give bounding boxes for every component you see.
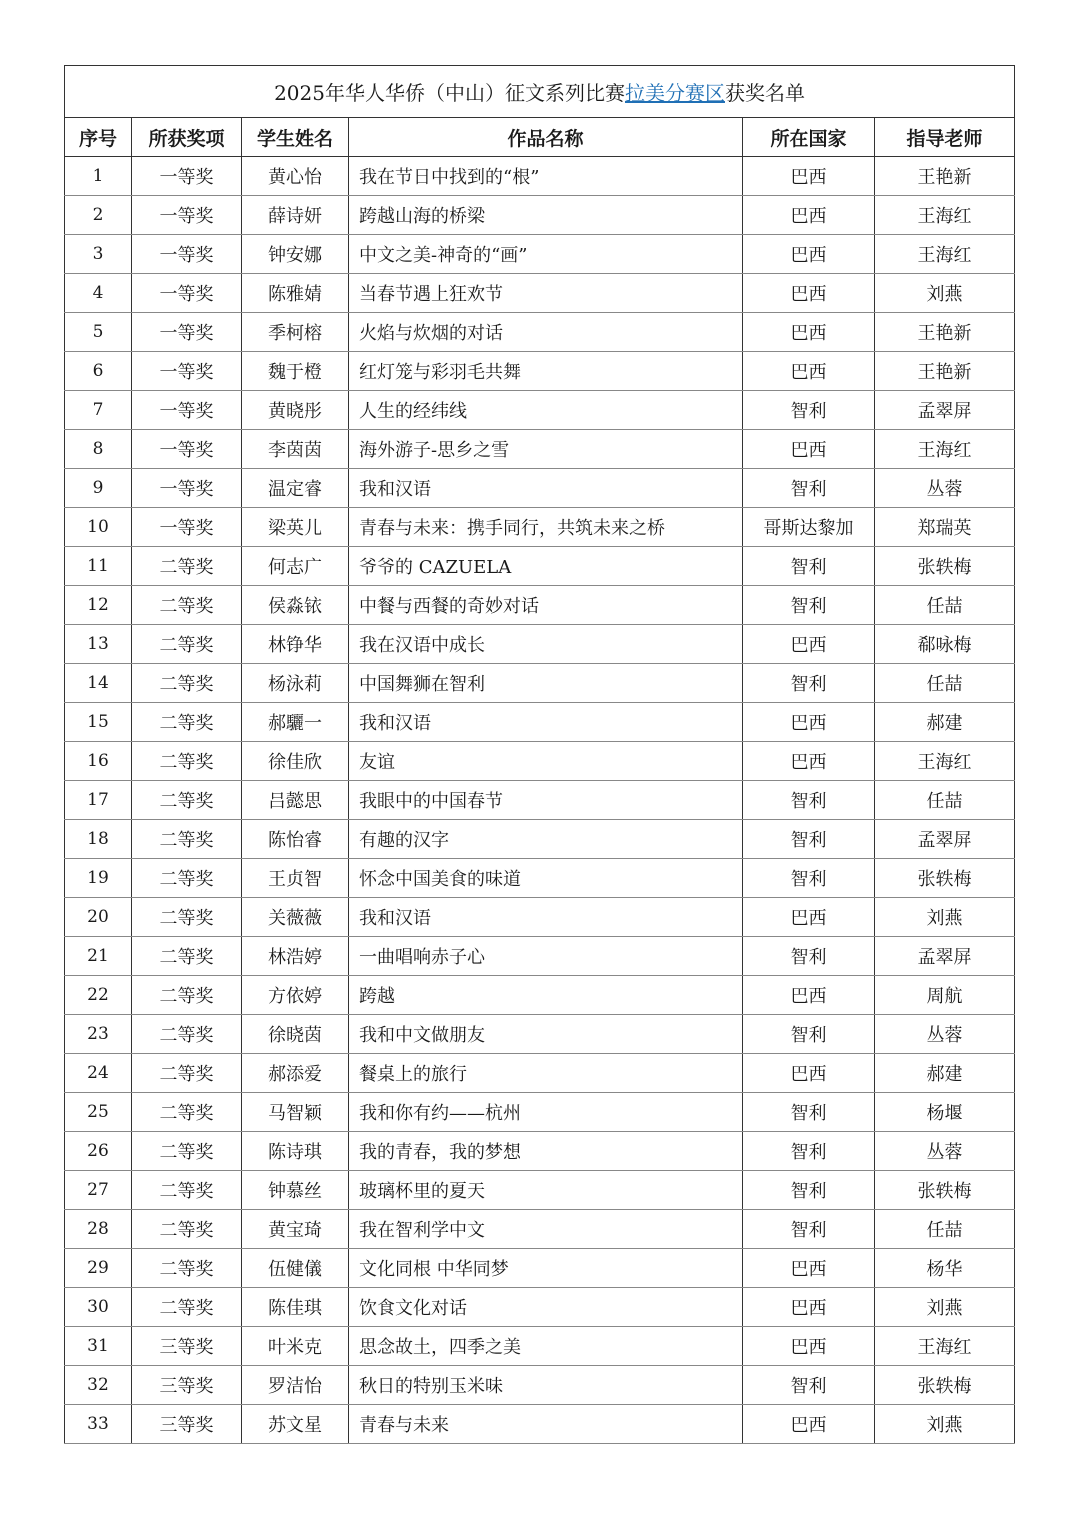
cell-award: 一等奖 [132, 235, 242, 274]
cell-work: 我和中文做朋友 [349, 1015, 743, 1054]
cell-award: 二等奖 [132, 1054, 242, 1093]
cell-country: 巴西 [743, 625, 875, 664]
cell-award: 二等奖 [132, 1093, 242, 1132]
cell-country: 智利 [743, 547, 875, 586]
cell-teacher: 王海红 [875, 430, 1015, 469]
cell-country: 哥斯达黎加 [743, 508, 875, 547]
cell-country: 巴西 [743, 196, 875, 235]
cell-student: 黄晓彤 [242, 391, 349, 430]
cell-work: 我在智利学中文 [349, 1210, 743, 1249]
cell-student: 黄心怡 [242, 157, 349, 196]
cell-country: 智利 [743, 586, 875, 625]
cell-student: 梁英儿 [242, 508, 349, 547]
cell-country: 智利 [743, 937, 875, 976]
table-row [65, 1327, 1015, 1366]
cell-student: 钟慕丝 [242, 1171, 349, 1210]
cell-award: 一等奖 [132, 274, 242, 313]
cell-country: 巴西 [743, 235, 875, 274]
cell-student: 徐佳欣 [242, 742, 349, 781]
award-table [64, 65, 1015, 1444]
cell-work: 我在汉语中成长 [349, 625, 743, 664]
cell-student: 关薇薇 [242, 898, 349, 937]
cell-teacher: 周航 [875, 976, 1015, 1015]
table-row [65, 352, 1015, 391]
cell-student: 薛诗妍 [242, 196, 349, 235]
cell-index: 32 [65, 1366, 132, 1405]
cell-country: 巴西 [743, 898, 875, 937]
cell-country: 巴西 [743, 703, 875, 742]
table-row [65, 313, 1015, 352]
cell-country: 智利 [743, 1132, 875, 1171]
cell-award: 一等奖 [132, 157, 242, 196]
cell-work: 红灯笼与彩羽毛共舞 [349, 352, 743, 391]
cell-teacher: 刘燕 [875, 1405, 1015, 1444]
cell-country: 巴西 [743, 274, 875, 313]
cell-award: 二等奖 [132, 976, 242, 1015]
cell-teacher: 王艳新 [875, 352, 1015, 391]
cell-work: 我和汉语 [349, 898, 743, 937]
cell-student: 叶米克 [242, 1327, 349, 1366]
cell-index: 6 [65, 352, 132, 391]
cell-index: 30 [65, 1288, 132, 1327]
cell-teacher: 杨华 [875, 1249, 1015, 1288]
cell-student: 侯淼铱 [242, 586, 349, 625]
cell-index: 21 [65, 937, 132, 976]
cell-teacher: 孟翠屏 [875, 391, 1015, 430]
cell-student: 苏文星 [242, 1405, 349, 1444]
cell-student: 罗洁怡 [242, 1366, 349, 1405]
cell-student: 黄宝琦 [242, 1210, 349, 1249]
cell-student: 陈诗琪 [242, 1132, 349, 1171]
cell-award: 二等奖 [132, 859, 242, 898]
cell-index: 14 [65, 664, 132, 703]
cell-country: 智利 [743, 1210, 875, 1249]
cell-index: 7 [65, 391, 132, 430]
cell-teacher: 刘燕 [875, 274, 1015, 313]
cell-work: 我和汉语 [349, 703, 743, 742]
cell-award: 二等奖 [132, 898, 242, 937]
cell-teacher: 任喆 [875, 1210, 1015, 1249]
cell-student: 王贞智 [242, 859, 349, 898]
cell-award: 二等奖 [132, 1171, 242, 1210]
table-row [65, 1132, 1015, 1171]
cell-student: 郝添爱 [242, 1054, 349, 1093]
cell-student: 方依婷 [242, 976, 349, 1015]
table-row [65, 898, 1015, 937]
table-row [65, 1054, 1015, 1093]
cell-index: 27 [65, 1171, 132, 1210]
table-row [65, 1093, 1015, 1132]
header-work: 作品名称 [349, 118, 743, 157]
header-country: 所在国家 [743, 118, 875, 157]
cell-teacher: 张轶梅 [875, 1366, 1015, 1405]
cell-index: 26 [65, 1132, 132, 1171]
cell-student: 杨泳莉 [242, 664, 349, 703]
table-row [65, 274, 1015, 313]
cell-student: 陈雅婧 [242, 274, 349, 313]
table-row [65, 859, 1015, 898]
table-row [65, 1366, 1015, 1405]
cell-award: 一等奖 [132, 391, 242, 430]
table-title [65, 66, 1015, 118]
cell-award: 二等奖 [132, 781, 242, 820]
cell-index: 12 [65, 586, 132, 625]
cell-teacher: 丛蓉 [875, 469, 1015, 508]
cell-award: 二等奖 [132, 664, 242, 703]
cell-country: 智利 [743, 1366, 875, 1405]
cell-award: 二等奖 [132, 1249, 242, 1288]
table-row [65, 430, 1015, 469]
header-student: 学生姓名 [242, 118, 349, 157]
cell-work: 中文之美-神奇的“画” [349, 235, 743, 274]
cell-teacher: 杨堰 [875, 1093, 1015, 1132]
cell-index: 3 [65, 235, 132, 274]
table-row [65, 1405, 1015, 1444]
cell-index: 8 [65, 430, 132, 469]
cell-country: 智利 [743, 781, 875, 820]
cell-country: 巴西 [743, 352, 875, 391]
cell-award: 一等奖 [132, 469, 242, 508]
table-row [65, 1015, 1015, 1054]
cell-index: 1 [65, 157, 132, 196]
cell-teacher: 王海红 [875, 196, 1015, 235]
cell-work: 饮食文化对话 [349, 1288, 743, 1327]
cell-country: 智利 [743, 664, 875, 703]
header-teacher: 指导老师 [875, 118, 1015, 157]
cell-work: 中餐与西餐的奇妙对话 [349, 586, 743, 625]
table-row [65, 1171, 1015, 1210]
cell-country: 巴西 [743, 976, 875, 1015]
header-index: 序号 [65, 118, 132, 157]
table-row [65, 742, 1015, 781]
cell-index: 5 [65, 313, 132, 352]
cell-work: 秋日的特别玉米味 [349, 1366, 743, 1405]
cell-teacher: 郗咏梅 [875, 625, 1015, 664]
cell-work: 玻璃杯里的夏天 [349, 1171, 743, 1210]
cell-award: 三等奖 [132, 1327, 242, 1366]
cell-country: 巴西 [743, 313, 875, 352]
table-row [65, 1210, 1015, 1249]
cell-work: 我和你有约——杭州 [349, 1093, 743, 1132]
cell-student: 何志广 [242, 547, 349, 586]
cell-index: 9 [65, 469, 132, 508]
cell-index: 29 [65, 1249, 132, 1288]
cell-index: 4 [65, 274, 132, 313]
cell-country: 巴西 [743, 1327, 875, 1366]
cell-work: 中国舞狮在智利 [349, 664, 743, 703]
cell-teacher: 张轶梅 [875, 859, 1015, 898]
title-highlight: 拉美分赛区 [624, 81, 725, 105]
cell-award: 一等奖 [132, 430, 242, 469]
cell-index: 16 [65, 742, 132, 781]
cell-work: 跨越山海的桥梁 [349, 196, 743, 235]
cell-award: 一等奖 [132, 196, 242, 235]
cell-country: 巴西 [743, 742, 875, 781]
cell-student: 季柯榕 [242, 313, 349, 352]
cell-award: 二等奖 [132, 1132, 242, 1171]
cell-work: 我在节日中找到的“根” [349, 157, 743, 196]
table-row [65, 703, 1015, 742]
cell-index: 33 [65, 1405, 132, 1444]
table-row [65, 235, 1015, 274]
cell-country: 巴西 [743, 1405, 875, 1444]
cell-index: 11 [65, 547, 132, 586]
title-prefix: 2025年华人华侨（中山）征文系列比赛 [274, 81, 625, 105]
cell-student: 吕懿思 [242, 781, 349, 820]
cell-country: 巴西 [743, 1249, 875, 1288]
cell-index: 19 [65, 859, 132, 898]
cell-teacher: 刘燕 [875, 1288, 1015, 1327]
cell-student: 温定睿 [242, 469, 349, 508]
cell-country: 智利 [743, 391, 875, 430]
table-row [65, 157, 1015, 196]
cell-work: 我眼中的中国春节 [349, 781, 743, 820]
table-row [65, 391, 1015, 430]
cell-country: 巴西 [743, 157, 875, 196]
cell-student: 魏于橙 [242, 352, 349, 391]
cell-index: 17 [65, 781, 132, 820]
cell-work: 海外游子-思乡之雪 [349, 430, 743, 469]
cell-award: 二等奖 [132, 1210, 242, 1249]
cell-teacher: 任喆 [875, 664, 1015, 703]
award-document [64, 65, 1014, 1444]
cell-student: 陈怡睿 [242, 820, 349, 859]
cell-work: 餐桌上的旅行 [349, 1054, 743, 1093]
table-row [65, 1288, 1015, 1327]
cell-work: 友谊 [349, 742, 743, 781]
cell-work: 文化同根 中华同梦 [349, 1249, 743, 1288]
table-row [65, 508, 1015, 547]
cell-work: 跨越 [349, 976, 743, 1015]
cell-award: 二等奖 [132, 703, 242, 742]
cell-index: 25 [65, 1093, 132, 1132]
title-suffix: 获奖名单 [724, 81, 805, 105]
cell-teacher: 孟翠屏 [875, 937, 1015, 976]
cell-teacher: 任喆 [875, 586, 1015, 625]
cell-index: 10 [65, 508, 132, 547]
cell-work: 火焰与炊烟的对话 [349, 313, 743, 352]
cell-teacher: 张轶梅 [875, 1171, 1015, 1210]
cell-award: 二等奖 [132, 937, 242, 976]
table-row [65, 586, 1015, 625]
cell-index: 20 [65, 898, 132, 937]
cell-award: 一等奖 [132, 352, 242, 391]
cell-teacher: 孟翠屏 [875, 820, 1015, 859]
cell-award: 一等奖 [132, 313, 242, 352]
cell-teacher: 刘燕 [875, 898, 1015, 937]
cell-index: 13 [65, 625, 132, 664]
cell-work: 思念故土，四季之美 [349, 1327, 743, 1366]
cell-teacher: 丛蓉 [875, 1015, 1015, 1054]
cell-work: 一曲唱响赤子心 [349, 937, 743, 976]
cell-award: 一等奖 [132, 508, 242, 547]
cell-award: 二等奖 [132, 547, 242, 586]
header-award: 所获奖项 [132, 118, 242, 157]
cell-country: 智利 [743, 1093, 875, 1132]
cell-award: 三等奖 [132, 1405, 242, 1444]
cell-student: 林浩婷 [242, 937, 349, 976]
cell-student: 伍健儀 [242, 1249, 349, 1288]
cell-work: 人生的经纬线 [349, 391, 743, 430]
cell-work: 怀念中国美食的味道 [349, 859, 743, 898]
cell-award: 二等奖 [132, 625, 242, 664]
cell-index: 22 [65, 976, 132, 1015]
table-row [65, 664, 1015, 703]
cell-index: 28 [65, 1210, 132, 1249]
cell-teacher: 郝建 [875, 1054, 1015, 1093]
cell-index: 18 [65, 820, 132, 859]
table-row [65, 781, 1015, 820]
cell-country: 智利 [743, 1171, 875, 1210]
cell-index: 24 [65, 1054, 132, 1093]
cell-student: 徐晓茵 [242, 1015, 349, 1054]
cell-country: 巴西 [743, 1054, 875, 1093]
cell-award: 二等奖 [132, 1288, 242, 1327]
table-row [65, 1249, 1015, 1288]
cell-teacher: 王艳新 [875, 157, 1015, 196]
cell-index: 15 [65, 703, 132, 742]
cell-teacher: 王海红 [875, 742, 1015, 781]
cell-teacher: 王艳新 [875, 313, 1015, 352]
cell-country: 智利 [743, 820, 875, 859]
cell-teacher: 张轶梅 [875, 547, 1015, 586]
cell-award: 二等奖 [132, 1015, 242, 1054]
table-row [65, 976, 1015, 1015]
cell-work: 当春节遇上狂欢节 [349, 274, 743, 313]
cell-teacher: 任喆 [875, 781, 1015, 820]
cell-country: 巴西 [743, 430, 875, 469]
table-row [65, 469, 1015, 508]
cell-country: 智利 [743, 1015, 875, 1054]
table-body [65, 157, 1015, 1444]
cell-student: 郝驪一 [242, 703, 349, 742]
table-row [65, 937, 1015, 976]
cell-work: 我和汉语 [349, 469, 743, 508]
cell-work: 我的青春，我的梦想 [349, 1132, 743, 1171]
cell-student: 马智颖 [242, 1093, 349, 1132]
cell-award: 二等奖 [132, 586, 242, 625]
cell-teacher: 丛蓉 [875, 1132, 1015, 1171]
header-row [65, 118, 1015, 157]
table-row [65, 820, 1015, 859]
cell-student: 林铮华 [242, 625, 349, 664]
cell-student: 陈佳琪 [242, 1288, 349, 1327]
cell-country: 智利 [743, 859, 875, 898]
cell-award: 二等奖 [132, 820, 242, 859]
cell-teacher: 王海红 [875, 235, 1015, 274]
cell-work: 爷爷的 CAZUELA [349, 547, 743, 586]
cell-teacher: 王海红 [875, 1327, 1015, 1366]
cell-country: 巴西 [743, 1288, 875, 1327]
cell-award: 二等奖 [132, 742, 242, 781]
cell-index: 2 [65, 196, 132, 235]
table-row [65, 196, 1015, 235]
cell-student: 李茵茵 [242, 430, 349, 469]
cell-work: 青春与未来：携手同行，共筑未来之桥 [349, 508, 743, 547]
cell-teacher: 郑瑞英 [875, 508, 1015, 547]
cell-country: 智利 [743, 469, 875, 508]
cell-student: 钟安娜 [242, 235, 349, 274]
cell-award: 三等奖 [132, 1366, 242, 1405]
cell-work: 有趣的汉字 [349, 820, 743, 859]
cell-teacher: 郝建 [875, 703, 1015, 742]
cell-work: 青春与未来 [349, 1405, 743, 1444]
cell-index: 31 [65, 1327, 132, 1366]
table-row [65, 547, 1015, 586]
table-row [65, 625, 1015, 664]
cell-index: 23 [65, 1015, 132, 1054]
